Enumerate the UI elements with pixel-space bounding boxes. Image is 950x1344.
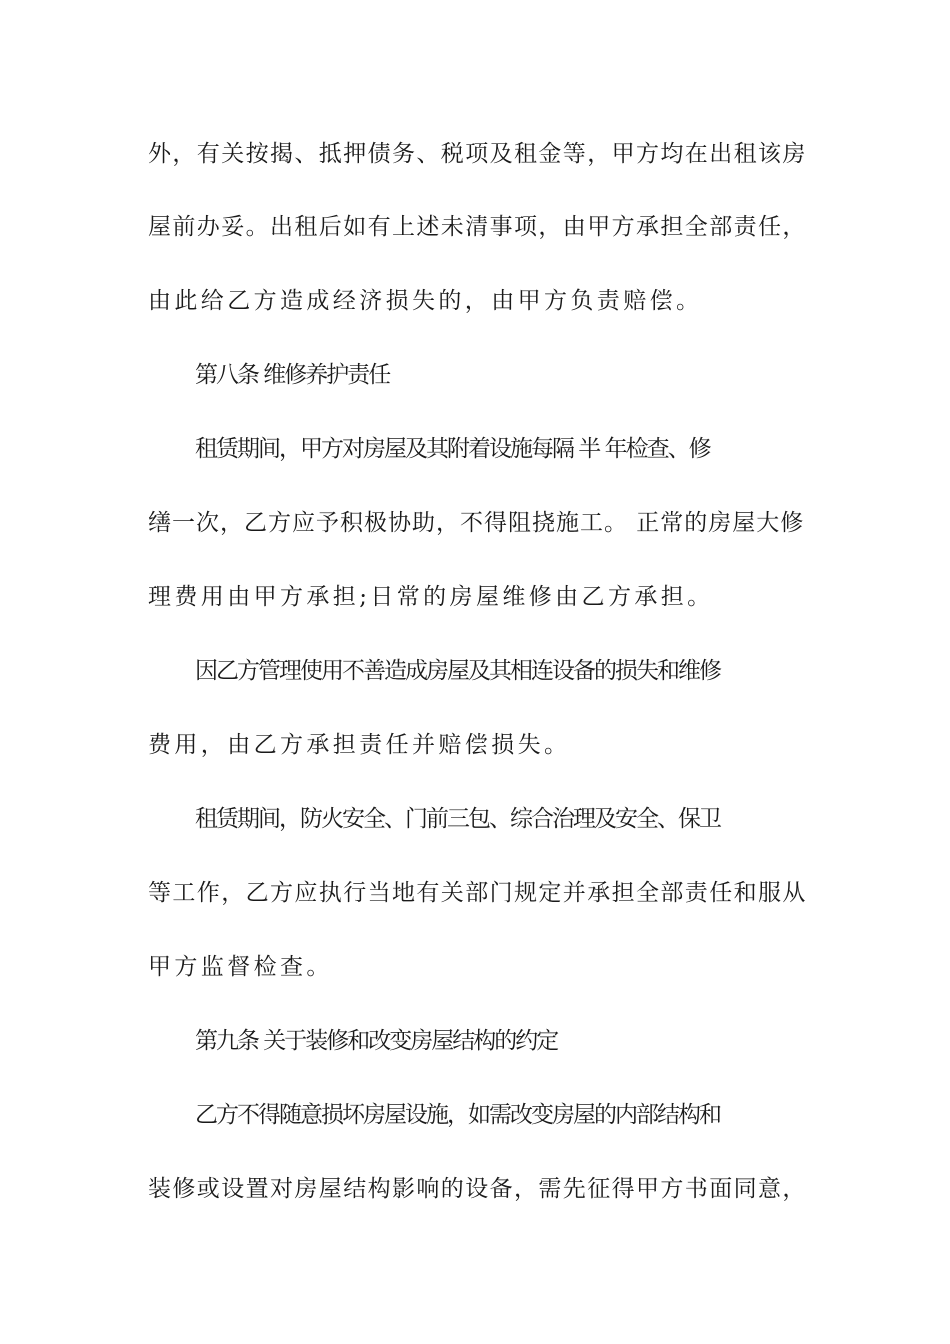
body-text-line: 由此给乙方造成经济损失的，由甲方负责赔偿。	[148, 288, 703, 314]
body-text-line: 因乙方管理使用不善造成房屋及其相连设备的损失和维修	[195, 658, 720, 684]
body-text-line: 缮一次，乙方应予积极协助，不得阻挠施工。 正常的房屋大修	[148, 510, 805, 536]
body-text-line: 等工作，乙方应执行当地有关部门规定并承担全部责任和服从	[148, 880, 807, 906]
body-text-line: 租赁期间，防火安全、门前三包、综合治理及安全、保卫	[195, 806, 720, 832]
article-8-heading: 第八条 维修养护责任	[195, 362, 390, 388]
body-text-line: 外，有关按揭、抵押债务、税项及租金等，甲方均在出租该房	[148, 141, 807, 167]
body-text-line: 乙方不得随意损坏房屋设施，如需改变房屋的内部结构和	[195, 1102, 720, 1128]
body-text-line: 装修或设置对房屋结构影响的设备，需先征得甲方书面同意，	[148, 1176, 807, 1202]
body-text-line: 费用，由乙方承担责任并赔偿损失。	[148, 732, 571, 758]
body-text-line: 租赁期间，甲方对房屋及其附着设施每隔 半 年检查、修	[195, 436, 710, 462]
article-9-heading: 第九条 关于装修和改变房屋结构的约定	[195, 1028, 558, 1054]
body-text-line: 屋前办妥。出租后如有上述未清事项，由甲方承担全部责任，	[148, 214, 807, 240]
body-text-line: 理费用由甲方承担;日常的房屋维修由乙方承担。	[148, 584, 714, 610]
body-text-line: 甲方监督检查。	[148, 954, 333, 980]
